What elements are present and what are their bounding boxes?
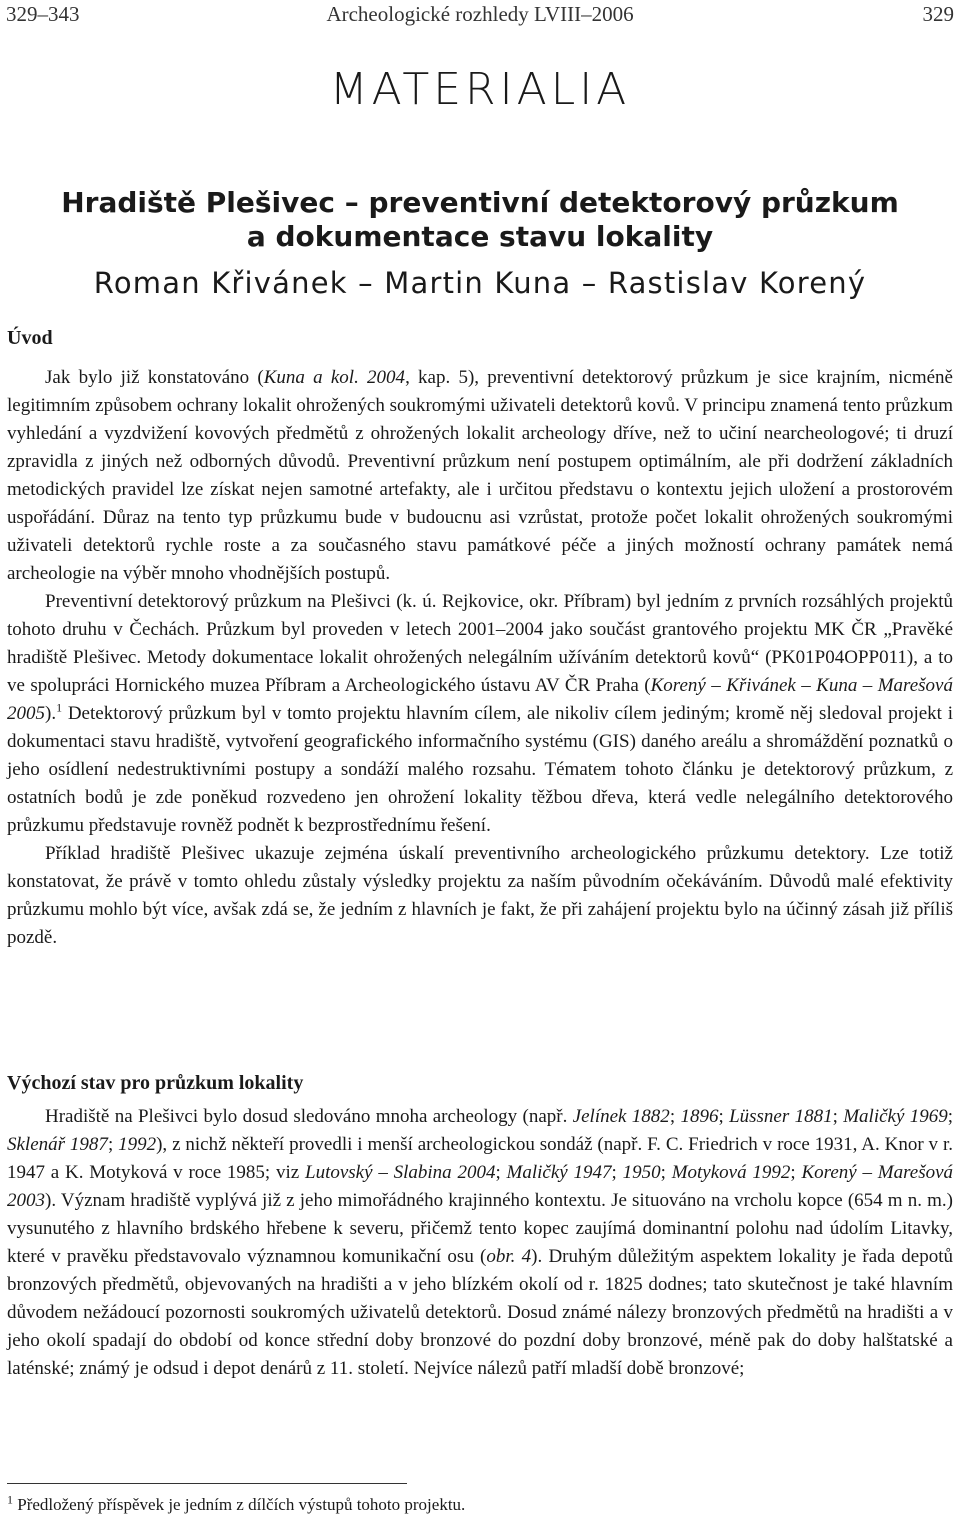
footnote [7, 1494, 953, 1516]
page-number: 329 [922, 2, 954, 26]
footnote-text: Předložený příspěvek je jedním z dílčích výstupů tohoto projektu. [13, 1495, 466, 1514]
paragraph: Preventivní detektorový průzkum na Plešivci (k. ú. Rejkovice, okr. Příbram) byl jedním z prvních rozsáhlých projektů tohoto druhu v Čechách. Průzkum byl proveden v letech 2001–2004 jako součást grantového projektu MK ČR „Pravěké hradiště Plešivec. Metody dokumentace lokalit ohrožených nelegálním užíváním detektorů kovů“ (PK01P04OPP011), a to ve spolupráci Hornického muzea Příbram a Archeologického ústavu AV ČR Praha (Korený – Křivánek – Kuna – Marešová 2005).$^1$ Detektorový průzkum byl v tomto projektu hlavním cílem, ale nikoliv cílem jediným; kromě něj sledoval projekt i dokumentaci stavu hradiště, vytvoření geografického informačního systému (GIS) daného areálu a shromáždění poznatků o jeho osídlení nedestruktivními postupy a sondáží malého rozsahu. Tématem tohoto článku je detektorový průzkum, z ostatních bodů je zde poněkud rozvedeno jen ohrožení lokality těžbou dřeva, která vedle nelegálního detektorového průzkumu představuje rovněž podnět k bezprostřednímu řešení. [7, 591, 953, 836]
paragraph: Příklad hradiště Plešivec ukazuje zejména úskalí preventivního archeologického průzkumu detektory. Lze totiž konstatovat, že právě v tomto ohledu zůstaly výsledky projektu za naším původním očekáváním. Důvodů malé efektivity průzkumu mohlo být více, avšak zdá se, že jedním z hlavních je fakt, že při zahájení projektu bylo na účinný zásah již příliš pozdě. [7, 843, 953, 948]
citation: Kuna a kol. 2004 [263, 367, 406, 388]
section-label: MATERIALIA [329, 64, 631, 115]
figure-reference[interactable]: obr. 4 [486, 1246, 532, 1267]
heading-section-2: Výchozí stav pro průzkum lokality [7, 1072, 304, 1094]
footnote-number: 1 [7, 1492, 13, 1507]
intro-text [7, 364, 953, 952]
article-authors: Roman Křivánek – Martin Kuna – Rastislav Korený [93, 266, 867, 300]
heading-intro: Úvod [7, 327, 53, 349]
page-range: 329–343 [6, 2, 80, 26]
running-head [6, 0, 954, 28]
journal-name: Archeologické rozhledy LVIII–2006 [326, 2, 634, 26]
article-title [40, 186, 920, 254]
paragraph: Hradiště na Plešivci bylo dosud sledováno mnoha archeology (např. Jelínek 1882; 1896; Lüssner 1881; Maličký 1969; Sklenář 1987; 1992), z nichž někteří provedli i menší archeologickou sondáž (např. F. C. Friedrich v roce 1931, A. Knor v r. 1947 a K. Motyková v roce 1985; viz Lutovský – Slabina 2004; Maličký 1947; 1950; Motyková 1992; Korený – Marešová 2003). Význam hradiště vyplývá již z jeho mimořádného krajinného kontextu. Je situováno na vrcholu kopce (654 m n. m.) vysunutého z hlavního brdského hřebene k severu, přičemž tento kopec zaujímá dominantní polohu nad údolím Litavky, které v pravěku představovalo významnou komunikační osu (obr. 4). Druhým důležitým aspektem lokality je řada depotů bronzových předmětů, objevovaných na hradišti a v jeho blízkém okolí od r. 1825 dodnes; tato skutečnost je také hlavním důvodem nežádoucí pozornosti soukromých uživatelů detektorů. Dosud známé nálezy bronzových předmětů na hradišti a v jeho okolí spadají do období od konce střední doby bronzové do pozdní doby bronzové, méně pak do doby halštatské a laténské; známý je odsud i depot denárů z 11. století. Nejvíce nálezů patří mladší době bronzové; [7, 1106, 954, 1379]
citation: Korený – Křivánek – Kuna – Marešová 2005 [7, 675, 953, 724]
title-line-1: Hradiště Plešivec – preventivní detektorový průzkum [61, 186, 899, 219]
footnote-marker[interactable]: 1 [56, 700, 63, 715]
paragraph: Jak bylo již konstatováno (Kuna a kol. 2004, kap. 5), preventivní detektorový průzkum je sice krajním, nicméně legitimním způsobem ochrany lokalit ohrožených soukromými uživateli detektorů kovů. V principu znamená tento průzkum vyhledání a vyzdvižení kovových předmětů z ohrožených lokalit archeology dříve, než to učiní nearcheologové; ti druzí zpravidla z jiných než odborných důvodů. Preventivní průzkum není postupem optimálním, ale při dodržení základních metodických pravidel lze získat nejen samotné artefakty, ale i určitou představu o kontextu jejich uložení a prostorovém uspořádání. Důraz na tento typ průzkumu bude v budoucnu asi vzrůstat, protože počet lokalit ohrožených soukromými uživateli detektorů rychle roste a za současného stavu památkové péče a jiných možností ochrany památek nemá archeologie na výběr mnoho vhodnějších postupů. [7, 367, 953, 584]
title-line-2: a dokumentace stavu lokality [246, 220, 714, 253]
footnote-divider [7, 1483, 407, 1484]
section-2-text [7, 1103, 953, 1383]
